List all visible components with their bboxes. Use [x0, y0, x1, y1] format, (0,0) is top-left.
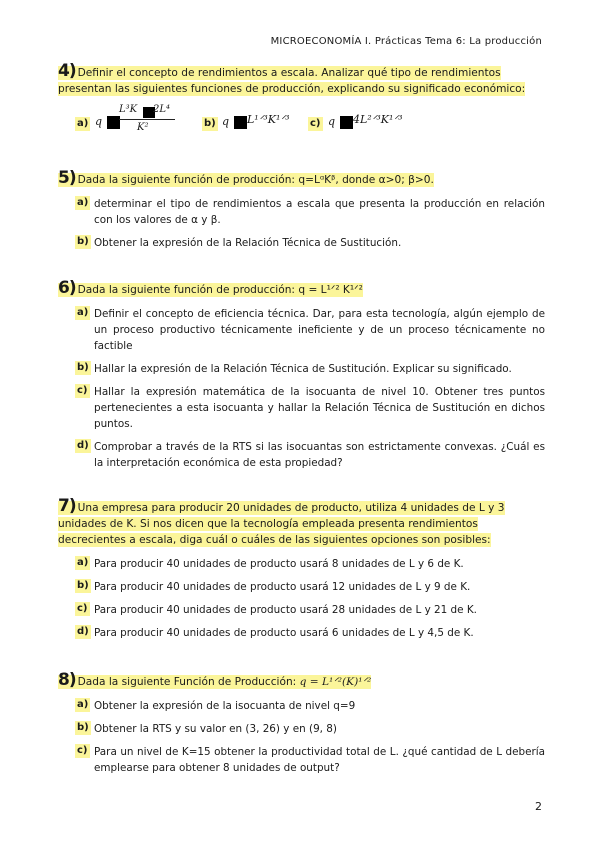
- question-4: [0, 63, 600, 147]
- redaction-block: [107, 116, 120, 129]
- list-item: a) Para producir 40 unidades de producto usará 8 unidades de L y 6 de K.: [77, 557, 464, 570]
- page-number: 2: [535, 800, 542, 813]
- question-8: [0, 672, 600, 783]
- question-7: [0, 498, 600, 648]
- fraction-bar: [119, 119, 175, 120]
- question-number: 6): [58, 278, 76, 298]
- question-number: 8): [58, 670, 76, 690]
- list-item: a) Definir el concepto de eficiencia técnica. Dar, para esta tecnología, algún ejemplo de un proceso productivo técnicamente ineficiente y de un proceso técnicamente no factible: [77, 307, 545, 352]
- list-item: b) Obtener la RTS y su valor en (3, 26) y en (9, 8): [77, 722, 337, 735]
- item-label: a): [77, 118, 89, 129]
- question-6: [0, 280, 600, 478]
- list-item: d) Para producir 40 unidades de producto usará 6 unidades de L y 4,5 de K.: [77, 626, 474, 639]
- list-item: c) Para producir 40 unidades de producto usará 28 unidades de L y 21 de K.: [77, 603, 477, 616]
- production-formula: q = L¹ᐟ²(K)¹ᐟ²: [299, 676, 372, 688]
- question-5: [0, 170, 600, 258]
- formula-list: a) q L³K 2L⁴ K² b) q L¹ᐟ³K¹ᐟ³ c) q 4L²ᐟ³K¹ᐟ³: [77, 104, 403, 133]
- page-header: MICROECONOMÍA I. Prácticas Tema 6: La producción: [270, 36, 542, 47]
- question-number: 7): [58, 496, 76, 516]
- list-item: c) Hallar la expresión matemática de la isocuanta de nivel 10. Obtener tres puntos pertenecientes a esta isocuanta y hallar la Relación Técnica de Sustitución en dichos puntos.: [77, 385, 545, 430]
- question-text: Dada la siguiente función de producción: q=LᵅKᵝ, donde α>0; β>0.: [77, 174, 434, 186]
- question-text: Una empresa para producir 20 unidades de producto, utiliza 4 unidades de L y 3 unidades de K. Si nos dicen que la tecnología empleada presenta rendimientos decrecientes a escala, diga cuál o cuáles de las siguientes opciones son posibles:: [58, 502, 505, 546]
- redaction-block: [340, 116, 353, 129]
- list-item: a) Obtener la expresión de la isocuanta de nivel q=9: [77, 699, 356, 712]
- list-item: d) Comprobar a través de la RTS si las isocuantas son estrictamente convexas. ¿Cuál es la interpretación económica de esta propiedad?: [77, 440, 545, 469]
- list-item: a) determinar el tipo de rendimientos a escala que presenta la producción en relación con los valores de α y β.: [77, 197, 545, 226]
- list-item: c) Para un nivel de K=15 obtener la productividad total de L. ¿qué cantidad de L debería emplearse para obtener 8 unidades de output?: [77, 745, 545, 774]
- list-item: b) Para producir 40 unidades de producto usará 12 unidades de L y 9 de K.: [77, 580, 471, 593]
- question-text: Definir el concepto de rendimientos a escala. Analizar qué tipo de rendimientos presentan las siguientes funciones de producción, explicando su significado económico:: [58, 67, 526, 95]
- item-label: c): [310, 118, 321, 129]
- question-number: 5): [58, 168, 76, 188]
- redaction-block: [234, 116, 247, 129]
- list-item: b) Hallar la expresión de la Relación Técnica de Sustitución. Explicar su significado.: [77, 362, 512, 375]
- question-text: Dada la siguiente función de producción: q = L¹ᐟ² K¹ᐟ²: [77, 284, 363, 296]
- item-label: b): [204, 118, 216, 129]
- question-text: Dada la siguiente Función de Producción:: [77, 676, 297, 688]
- list-item: b) Obtener la expresión de la Relación Técnica de Sustitución.: [77, 236, 402, 249]
- question-number: 4): [58, 61, 76, 81]
